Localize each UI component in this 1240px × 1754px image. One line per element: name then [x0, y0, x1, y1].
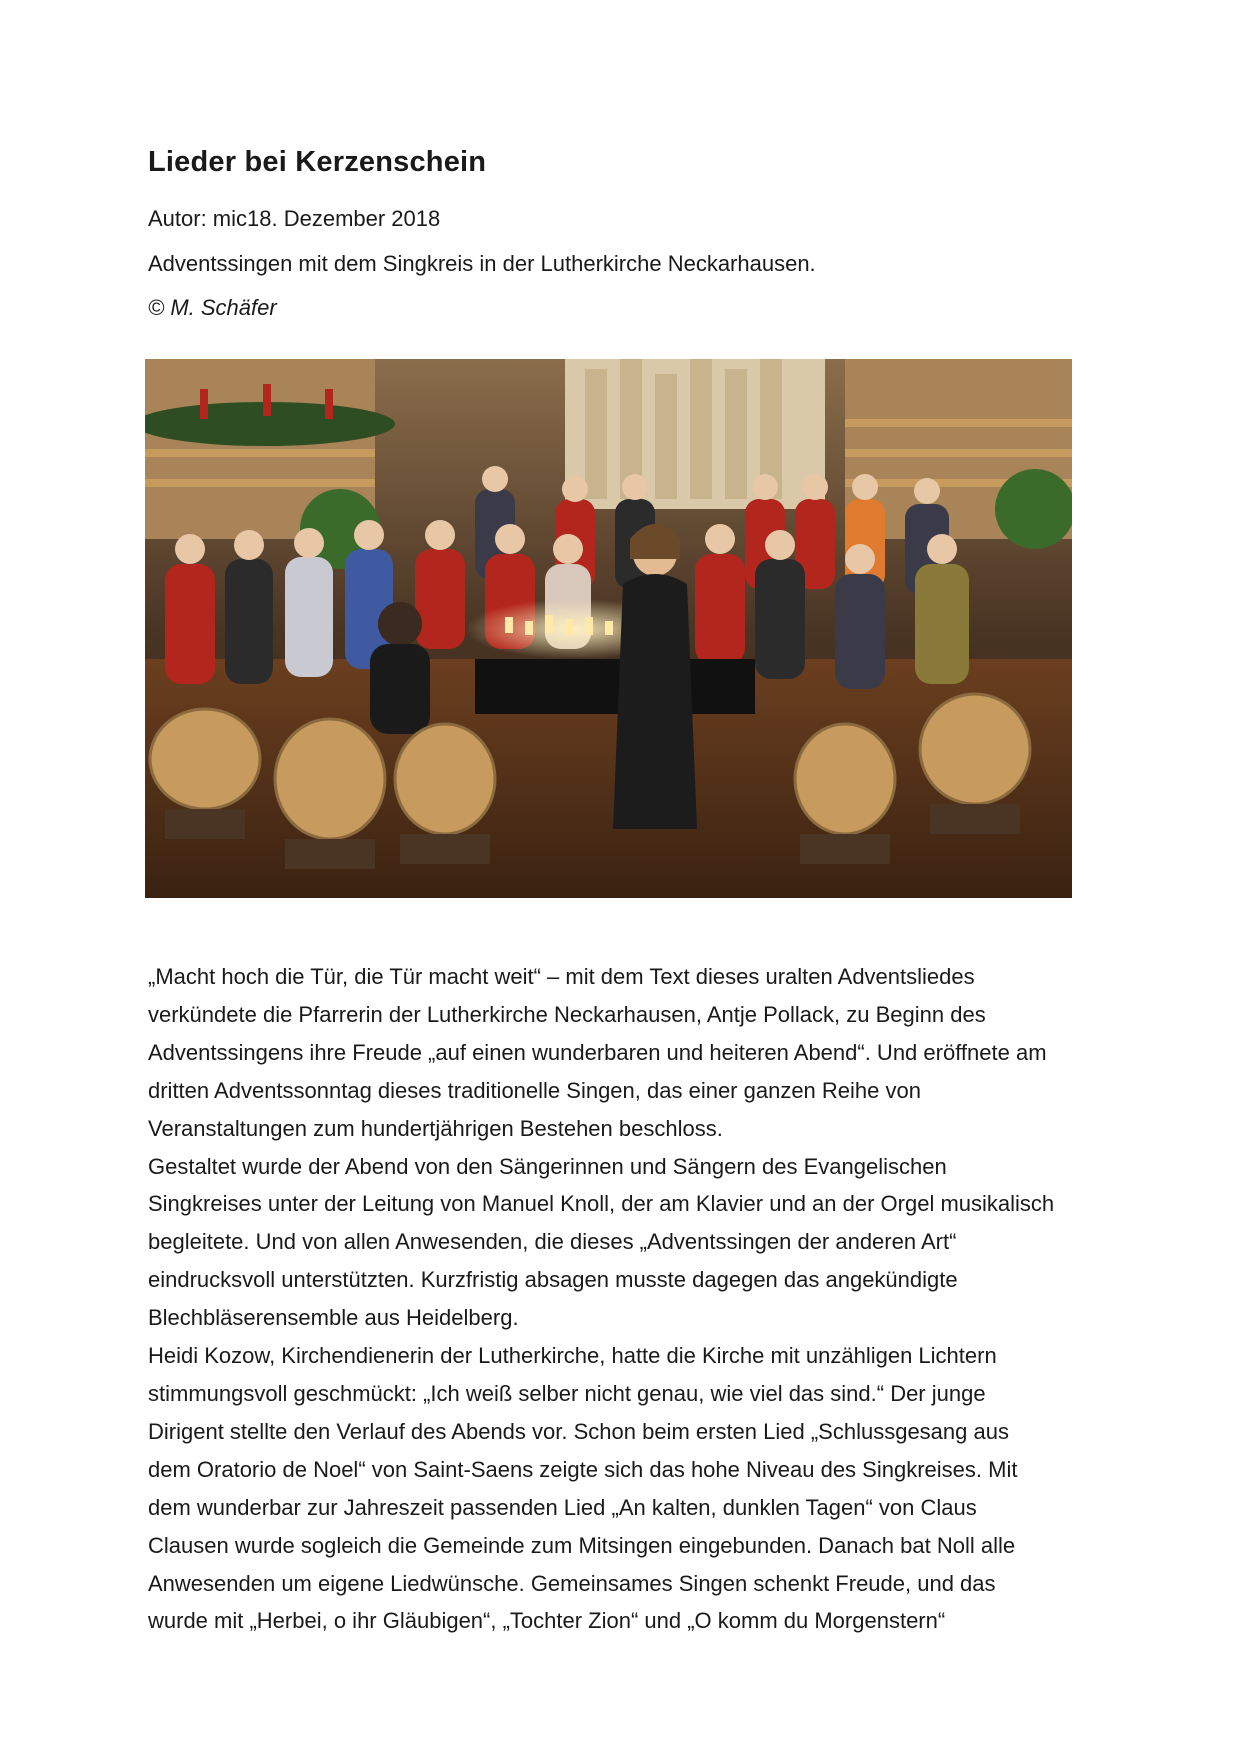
- body-line: dem wunderbar zur Jahreszeit passenden Lied „An kalten, dunklen Tagen“ von Claus: [148, 1494, 977, 1520]
- body-line: Gestaltet wurde der Abend von den Sängerinnen und Sängern des Evangelischen: [148, 1153, 947, 1179]
- body-line: Adventssingens ihre Freude „auf einen wunderbaren und heiteren Abend“. Und eröffnete am: [148, 1039, 1047, 1065]
- choir-photo-illustration: [145, 359, 1072, 898]
- body-line: Veranstaltungen zum hundertjährigen Bestehen beschloss.: [148, 1115, 723, 1141]
- body-line: stimmungsvoll geschmückt: „Ich weiß selber nicht genau, wie viel das sind.“ Der junge: [148, 1380, 986, 1406]
- body-line: Singkreises unter der Leitung von Manuel Knoll, der am Klavier und an der Orgel musikalisch: [148, 1191, 1055, 1217]
- body-line: Heidi Kozow, Kirchendienerin der Lutherkirche, hatte die Kirche mit unzähligen Lichtern: [148, 1343, 997, 1369]
- body-line: begleitete. Und von allen Anwesenden, die dieses „Adventssingen der anderen Art“: [148, 1229, 957, 1255]
- article-title: Lieder bei Kerzenschein: [148, 146, 487, 178]
- body-line: wurde mit „Herbei, o ihr Gläubigen“, „Tochter Zion“ und „O komm du Morgenstern“: [148, 1608, 946, 1634]
- author-date-line: Autor: mic18. Dezember 2018: [148, 206, 441, 231]
- article-body: [148, 958, 1108, 1640]
- photo-credit: © M. Schäfer: [148, 295, 277, 320]
- body-line: verkündete die Pfarrerin der Lutherkirche Neckarhausen, Antje Pollack, zu Beginn des: [148, 1001, 986, 1027]
- body-line: dritten Adventssonntag dieses traditionelle Singen, das einer ganzen Reihe von: [148, 1077, 921, 1103]
- body-line: Blechbläserensemble aus Heidelberg.: [148, 1305, 519, 1331]
- body-line: Clausen wurde sogleich die Gemeinde zum Mitsingen eingebunden. Danach bat Noll alle: [148, 1532, 1016, 1558]
- choir-photo: [145, 359, 1072, 898]
- body-line: „Macht hoch die Tür, die Tür macht weit“ – mit dem Text dieses uralten Adventsliedes: [148, 964, 975, 989]
- article-subtitle: Adventssingen mit dem Singkreis in der Lutherkirche Neckarhausen.: [148, 251, 816, 276]
- body-line: Dirigent stellte den Verlauf des Abends vor. Schon beim ersten Lied „Schlussgesang aus: [148, 1418, 1009, 1444]
- body-line: dem Oratorio de Noel“ von Saint-Saens zeigte sich das hohe Niveau des Singkreises. Mit: [148, 1456, 1018, 1482]
- body-line: eindrucksvoll unterstützten. Kurzfristig absagen musste dagegen das angekündigte: [148, 1267, 958, 1293]
- body-line: Anwesenden um eigene Liedwünsche. Gemeinsames Singen schenkt Freude, und das: [148, 1570, 996, 1596]
